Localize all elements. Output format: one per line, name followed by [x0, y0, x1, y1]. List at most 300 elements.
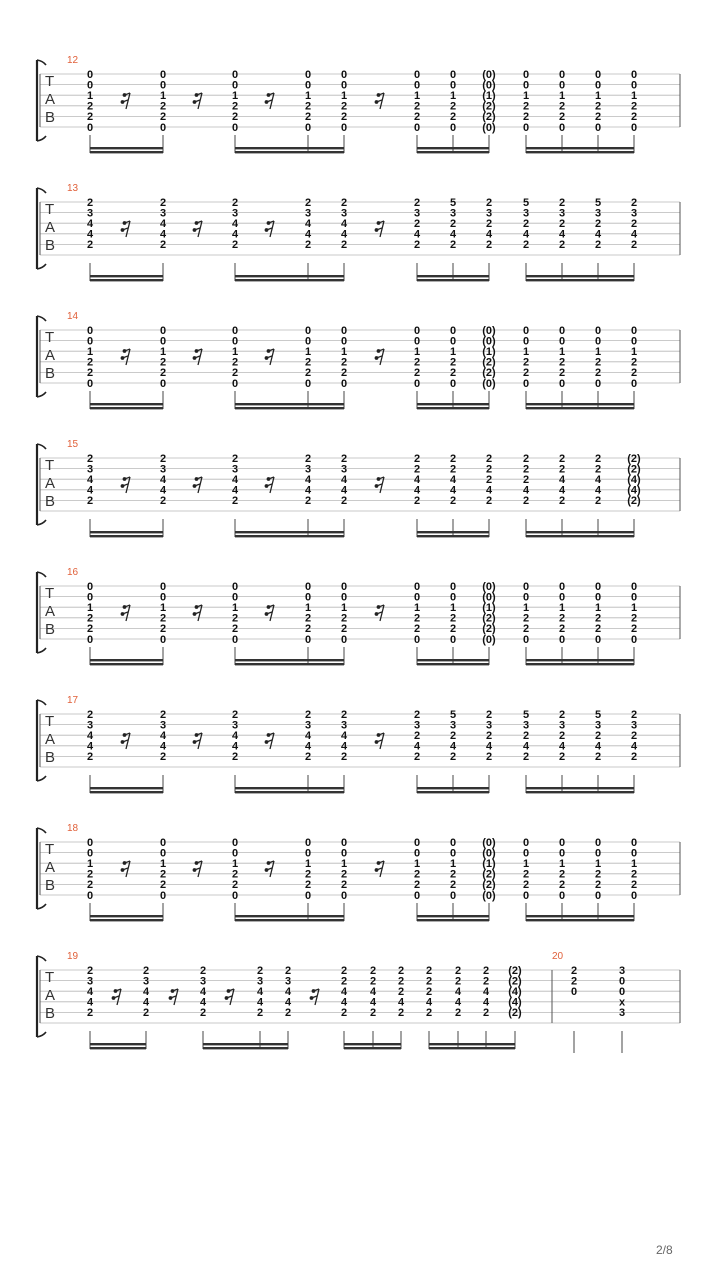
fret-number: 2	[159, 708, 167, 721]
fret-number: 2	[413, 623, 421, 636]
fret-number: 1	[159, 90, 167, 102]
fret-number: 5	[449, 708, 457, 721]
beam	[235, 659, 344, 661]
fret-number: 0	[594, 68, 602, 81]
tab-clef-letter: T	[45, 73, 55, 90]
fret-number: 4	[231, 730, 239, 742]
fret-number: 0	[522, 68, 530, 81]
fret-number: (2)	[508, 1007, 522, 1020]
fret-number: 0	[413, 79, 421, 92]
fret-number: 4	[594, 484, 602, 497]
fret-number: 3	[86, 463, 94, 476]
fret-number: 0	[558, 377, 566, 390]
fret-number: 2	[558, 708, 566, 721]
fret-number: (2)	[482, 879, 496, 892]
beam	[526, 535, 634, 537]
fret-number: 1	[449, 602, 457, 614]
fret-number: 2	[369, 1007, 377, 1020]
fret-number: 2	[231, 239, 239, 252]
fret-number: 1	[340, 90, 348, 102]
fret-number: 2	[231, 495, 239, 508]
fret-number: 1	[159, 602, 167, 614]
fret-number: 2	[522, 239, 530, 252]
fret-number: 3	[340, 463, 348, 476]
beam	[90, 1047, 146, 1049]
fret-number: 0	[86, 836, 94, 849]
fret-number: 4	[485, 484, 493, 497]
fret-number: 4	[522, 228, 530, 241]
fret-number: 0	[340, 591, 348, 604]
tab-clef-letter: T	[45, 201, 55, 218]
fret-number: 2	[594, 367, 602, 380]
fret-number: 2	[630, 708, 638, 721]
fret-number: 2	[630, 196, 638, 209]
beam	[417, 787, 489, 789]
fret-number: 0	[522, 836, 530, 849]
fret-number: (2)	[482, 612, 496, 625]
fret-number: 1	[413, 858, 421, 870]
fret-number: 2	[522, 495, 530, 508]
fret-number: 0	[159, 580, 167, 593]
fret-number: 2	[413, 367, 421, 380]
fret-number: (0)	[482, 68, 496, 81]
fret-number: 2	[594, 463, 602, 476]
fret-number: 0	[630, 591, 638, 604]
fret-number: 0	[304, 847, 312, 860]
fret-number: 2	[522, 751, 530, 764]
fret-number: 2	[231, 452, 239, 465]
beam	[417, 531, 489, 533]
fret-number: 4	[413, 740, 421, 753]
measure-number: 12	[67, 55, 79, 66]
fret-number: 1	[558, 858, 566, 870]
beam	[235, 787, 344, 789]
fret-number: 2	[369, 975, 377, 988]
beam	[526, 147, 634, 149]
fret-number: 0	[231, 580, 239, 593]
fret-number: 2	[630, 239, 638, 252]
fret-number: 3	[284, 975, 292, 988]
fret-number: 2	[485, 730, 493, 742]
tab-clef-letter: B	[45, 621, 56, 638]
fret-number: 0	[630, 889, 638, 902]
fret-number: 2	[340, 196, 348, 209]
fret-number: 1	[522, 858, 530, 870]
fret-number: 2	[594, 751, 602, 764]
fret-number: 2	[558, 495, 566, 508]
fret-number: 2	[159, 879, 167, 892]
beam	[417, 659, 489, 661]
beam	[90, 1043, 146, 1045]
fret-number: 2	[449, 367, 457, 380]
fret-number: 1	[630, 346, 638, 358]
beam	[235, 531, 344, 533]
fret-number: 1	[159, 346, 167, 358]
fret-number: 1	[594, 346, 602, 358]
fret-number: 4	[159, 228, 167, 241]
fret-number: 0	[159, 847, 167, 860]
tab-clef-letter: B	[45, 493, 56, 510]
fret-number: 2	[482, 975, 490, 988]
fret-number: 4	[449, 228, 457, 241]
beam	[90, 659, 163, 661]
fret-number: 0	[304, 324, 312, 337]
fret-number: 4	[159, 218, 167, 230]
fret-number: 2	[630, 868, 638, 881]
fret-number: 0	[558, 633, 566, 646]
fret-number: 0	[231, 889, 239, 902]
fret-number: 2	[231, 751, 239, 764]
tab-clef-letter: T	[45, 329, 55, 346]
fret-number: 4	[413, 484, 421, 497]
fret-number: 4	[159, 474, 167, 486]
fret-number: 1	[340, 858, 348, 870]
fret-number: 1	[304, 90, 312, 102]
fret-number: 0	[522, 335, 530, 348]
fret-number: 2	[630, 730, 638, 742]
fret-number: 0	[522, 79, 530, 92]
fret-number: 4	[199, 986, 207, 998]
fret-number: (0)	[482, 847, 496, 860]
fret-number: 2	[340, 100, 348, 113]
fret-number: (2)	[627, 495, 641, 508]
fret-number: 2	[522, 868, 530, 881]
fret-number: 4	[340, 484, 348, 497]
beam	[526, 919, 634, 921]
fret-number: 2	[449, 495, 457, 508]
fret-number: 2	[413, 100, 421, 113]
fret-number: 2	[340, 975, 348, 988]
system-bracket-hook	[37, 572, 46, 577]
tab-clef-letter: A	[45, 91, 56, 108]
fret-number: 2	[594, 356, 602, 369]
fret-number: 4	[159, 730, 167, 742]
fret-number: (2)	[482, 111, 496, 124]
fret-number: 4	[340, 996, 348, 1009]
fret-number: 2	[159, 751, 167, 764]
fret-number: 0	[86, 580, 94, 593]
fret-number: 2	[86, 367, 94, 380]
beam	[417, 275, 489, 277]
fret-number: 4	[304, 484, 312, 497]
fret-number: 0	[449, 79, 457, 92]
fret-number: 1	[413, 602, 421, 614]
fret-number: 0	[304, 68, 312, 81]
fret-number: 2	[425, 964, 433, 977]
fret-number: (1)	[482, 90, 496, 102]
fret-number: 2	[485, 239, 493, 252]
beam	[90, 919, 163, 921]
fret-number: 1	[594, 858, 602, 870]
fret-number: 0	[449, 847, 457, 860]
fret-number: 2	[558, 751, 566, 764]
fret-number: 0	[594, 633, 602, 646]
fret-number: 2	[594, 623, 602, 636]
fret-number: 1	[630, 858, 638, 870]
fret-number: 4	[142, 986, 150, 998]
fret-number: 2	[159, 111, 167, 124]
tab-clef-letter: B	[45, 237, 56, 254]
fret-number: 4	[304, 218, 312, 230]
fret-number: 2	[558, 100, 566, 113]
fret-number: 2	[231, 623, 239, 636]
fret-number: 1	[86, 602, 94, 614]
fret-number: 1	[630, 602, 638, 614]
fret-number: 2	[86, 623, 94, 636]
fret-number: 0	[413, 847, 421, 860]
fret-number: 2	[159, 623, 167, 636]
fret-number: 2	[522, 111, 530, 124]
fret-number: 0	[340, 68, 348, 81]
fret-number: 1	[413, 346, 421, 358]
fret-number: 1	[340, 346, 348, 358]
fret-number: 0	[522, 580, 530, 593]
fret-number: 2	[425, 1007, 433, 1020]
fret-number: (4)	[508, 986, 522, 998]
measure-number: 17	[67, 695, 79, 706]
system-bracket-hook	[37, 392, 46, 397]
system-bracket-hook	[37, 444, 46, 449]
fret-number: 1	[522, 90, 530, 102]
fret-number: 2	[630, 751, 638, 764]
fret-number: 2	[86, 751, 94, 764]
fret-number: 2	[454, 964, 462, 977]
beam	[526, 279, 634, 281]
fret-number: 0	[159, 324, 167, 337]
fret-number: (0)	[482, 335, 496, 348]
fret-number: 1	[340, 602, 348, 614]
fret-number: 0	[159, 836, 167, 849]
fret-number: 3	[558, 207, 566, 220]
fret-number: 4	[369, 986, 377, 998]
beam	[90, 407, 163, 409]
fret-number: 0	[558, 121, 566, 134]
fret-number: 2	[413, 463, 421, 476]
fret-number: 3	[413, 719, 421, 732]
beam	[526, 787, 634, 789]
fret-number: 2	[594, 100, 602, 113]
fret-number: 0	[594, 580, 602, 593]
fret-number: 1	[86, 346, 94, 358]
fret-number: 4	[142, 996, 150, 1009]
fret-number: 0	[86, 324, 94, 337]
fret-number: 2	[413, 239, 421, 252]
fret-number: 0	[522, 324, 530, 337]
fret-number: 2	[594, 452, 602, 465]
fret-number: (2)	[627, 463, 641, 476]
fret-number: 4	[340, 474, 348, 486]
fret-number: 2	[594, 730, 602, 742]
fret-number: 3	[485, 207, 493, 220]
fret-number: (1)	[482, 602, 496, 614]
fret-number: 2	[522, 463, 530, 476]
fret-number: 2	[558, 730, 566, 742]
fret-number: 0	[630, 377, 638, 390]
fret-number: (2)	[508, 975, 522, 988]
fret-number: 2	[630, 612, 638, 625]
fret-number: 2	[142, 1007, 150, 1020]
fret-number: 2	[630, 879, 638, 892]
tab-clef-letter: A	[45, 347, 56, 364]
fret-number: 4	[304, 730, 312, 742]
fret-number: 0	[618, 986, 626, 998]
fret-number: 4	[369, 996, 377, 1009]
fret-number: 4	[86, 474, 94, 486]
fret-number: 2	[284, 964, 292, 977]
fret-number: 2	[231, 111, 239, 124]
beam	[203, 1043, 288, 1045]
fret-number: 2	[159, 356, 167, 369]
system-bracket-hook	[37, 956, 46, 961]
fret-number: 0	[159, 591, 167, 604]
tab-clef-letter: A	[45, 603, 56, 620]
fret-number: 1	[558, 346, 566, 358]
system-bracket-hook	[37, 136, 46, 141]
beam	[90, 531, 163, 533]
fret-number: 0	[86, 335, 94, 348]
fret-number: 2	[413, 111, 421, 124]
fret-number: 2	[522, 452, 530, 465]
fret-number: 2	[397, 964, 405, 977]
fret-number: 0	[86, 591, 94, 604]
fret-number: 0	[340, 377, 348, 390]
fret-number: 2	[369, 964, 377, 977]
fret-number: 3	[522, 719, 530, 732]
fret-number: 0	[449, 889, 457, 902]
fret-number: 1	[558, 90, 566, 102]
beam	[429, 1047, 515, 1049]
fret-number: 2	[304, 196, 312, 209]
beam	[526, 407, 634, 409]
fret-number: 4	[449, 474, 457, 486]
fret-number: 4	[231, 484, 239, 497]
fret-number: 2	[558, 879, 566, 892]
fret-number: 0	[630, 847, 638, 860]
fret-number: 0	[413, 335, 421, 348]
fret-number: 4	[231, 218, 239, 230]
beam	[235, 147, 344, 149]
fret-number: 2	[86, 708, 94, 721]
fret-number: 1	[558, 602, 566, 614]
fret-number: 4	[304, 228, 312, 241]
fret-number: 2	[522, 623, 530, 636]
beam	[90, 787, 163, 789]
system-bracket-hook	[37, 316, 46, 321]
fret-number: 1	[630, 90, 638, 102]
fret-number: 0	[558, 836, 566, 849]
fret-number: 1	[231, 346, 239, 358]
fret-number: 0	[86, 121, 94, 134]
fret-number: 2	[482, 964, 490, 977]
fret-number: 2	[304, 879, 312, 892]
fret-number: 2	[304, 708, 312, 721]
fret-number: 4	[304, 740, 312, 753]
fret-number: 4	[449, 740, 457, 753]
fret-number: 2	[86, 964, 94, 977]
fret-number: 4	[482, 986, 490, 998]
fret-number: 2	[159, 196, 167, 209]
fret-number: 2	[304, 367, 312, 380]
fret-number: 2	[558, 111, 566, 124]
fret-number: 3	[449, 207, 457, 220]
beam	[235, 403, 344, 405]
fret-number: 0	[558, 335, 566, 348]
beam	[526, 531, 634, 533]
fret-number: 2	[630, 367, 638, 380]
fret-number: 0	[630, 836, 638, 849]
fret-number: 4	[630, 740, 638, 753]
fret-number: (0)	[482, 836, 496, 849]
fret-number: 4	[630, 228, 638, 241]
beam	[90, 663, 163, 665]
fret-number: 0	[304, 121, 312, 134]
fret-number: 1	[449, 346, 457, 358]
fret-number: 4	[340, 730, 348, 742]
fret-number: 4	[397, 996, 405, 1009]
fret-number: 2	[449, 239, 457, 252]
fret-number: 2	[86, 1007, 94, 1020]
system-bracket-hook	[37, 904, 46, 909]
fret-number: 2	[86, 239, 94, 252]
fret-number: (0)	[482, 79, 496, 92]
fret-number: 2	[397, 1007, 405, 1020]
fret-number: 0	[413, 580, 421, 593]
fret-number: 2	[558, 868, 566, 881]
fret-number: 4	[594, 740, 602, 753]
fret-number: 4	[86, 730, 94, 742]
fret-number: 0	[558, 68, 566, 81]
fret-number: (2)	[508, 964, 522, 977]
fret-number: 0	[630, 121, 638, 134]
fret-number: 0	[594, 847, 602, 860]
fret-number: 1	[413, 90, 421, 102]
fret-number: 2	[397, 975, 405, 988]
tab-clef-letter: B	[45, 365, 56, 382]
fret-number: 4	[485, 228, 493, 241]
beam	[417, 919, 489, 921]
fret-number: 2	[522, 356, 530, 369]
beam	[344, 1047, 401, 1049]
beam	[417, 151, 489, 153]
fret-number: 2	[522, 612, 530, 625]
beam	[417, 403, 489, 405]
fret-number: 0	[159, 889, 167, 902]
fret-number: 2	[413, 218, 421, 230]
fret-number: (0)	[482, 324, 496, 337]
measure-number: 13	[67, 183, 79, 194]
fret-number: 2	[231, 879, 239, 892]
fret-number: 2	[340, 751, 348, 764]
fret-number: 2	[558, 463, 566, 476]
fret-number: 2	[86, 868, 94, 881]
fret-number: 0	[413, 836, 421, 849]
beam	[417, 535, 489, 537]
fret-number: 4	[454, 996, 462, 1009]
fret-number: 0	[231, 836, 239, 849]
fret-number: 2	[449, 356, 457, 369]
fret-number: 3	[304, 719, 312, 732]
fret-number: (0)	[482, 580, 496, 593]
fret-number: 3	[231, 207, 239, 220]
fret-number: 4	[231, 474, 239, 486]
fret-number: 4	[159, 740, 167, 753]
fret-number: 4	[594, 228, 602, 241]
fret-number: (0)	[482, 633, 496, 646]
fret-number: 2	[413, 708, 421, 721]
fret-number: 2	[630, 218, 638, 230]
fret-number: 2	[86, 100, 94, 113]
tab-clef-letter: A	[45, 475, 56, 492]
